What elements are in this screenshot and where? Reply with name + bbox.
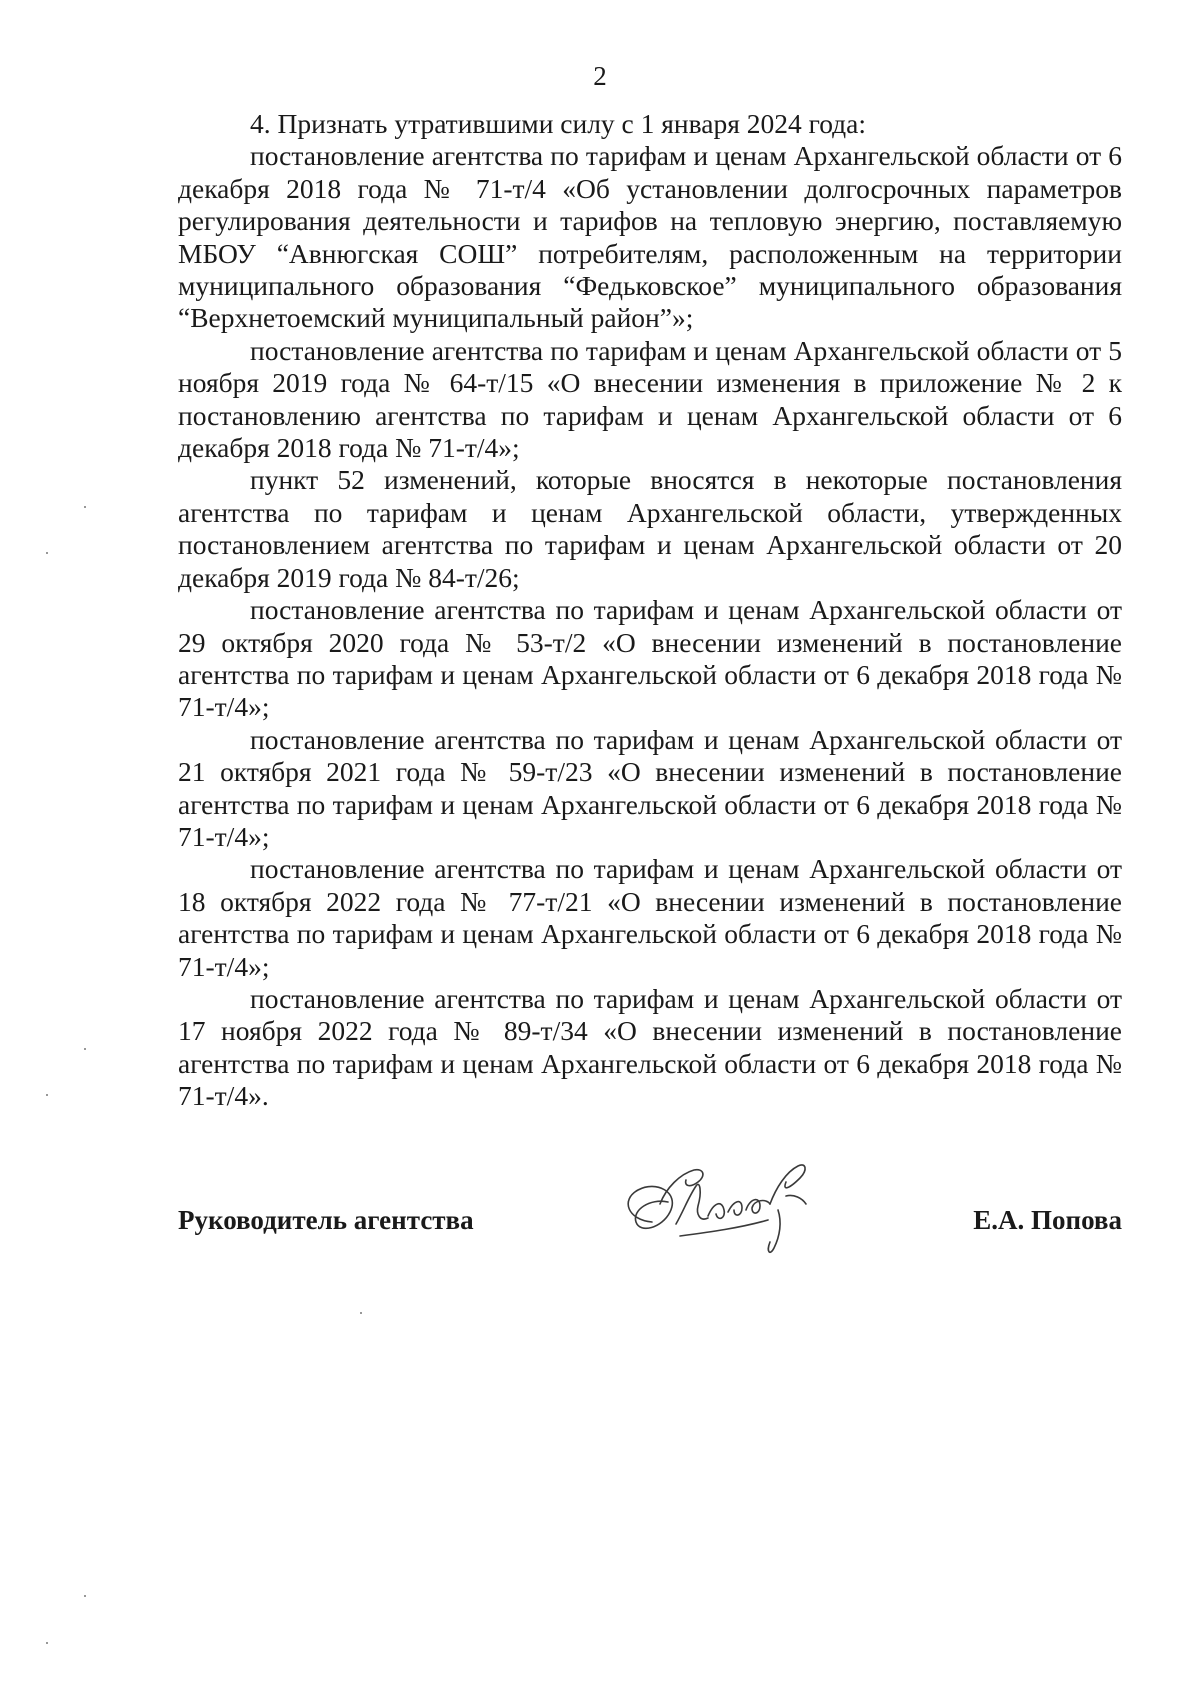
paragraph-item-8: постановление агентства по тарифам и ценам Архангельской области от 17 ноября 2022 года № 89-т/34 «О внесении изменений в постановление агентства по тарифам и ценам Архангельской области от 6 декабря 2018 года № 71-т/4». bbox=[178, 982, 1122, 1112]
paragraph-item-2: постановление агентства по тарифам и ценам Архангельской области от 6 декабря 2018 года № 71-т/4 «Об установлении долгосрочных параметров регулирования деятельности и тарифов на тепловую энергию, поставляемую МБОУ “Авнюгская СОШ” потребителям, расположенным на территории муниципального образования “Федьковское” муниципального образования “Верхнетоемский муниципальный район”»; bbox=[178, 140, 1122, 334]
signatory-title: Руководитель агентства bbox=[178, 1205, 474, 1235]
paragraph-item-3: постановление агентства по тарифам и ценам Архангельской области от 5 ноября 2019 года № 64-т/15 «О внесении изменения в приложение № 2 к постановлению агентства по тарифам и ценам Архангельской области от 6 декабря 2018 года № 71-т/4»; bbox=[178, 334, 1122, 464]
handwritten-signature-icon bbox=[610, 1152, 830, 1262]
page-number: 2 bbox=[593, 61, 607, 91]
document-body bbox=[178, 108, 1122, 1113]
paragraph-item-1: 4. Признать утратившими силу с 1 января 2024 года: bbox=[250, 108, 866, 139]
paragraph-item-4: пункт 52 изменений, которые вносятся в некоторые постановления агентства по тарифам и ценам Архангельской области, утвержденных постановлением агентства по тарифам и ценам Архангельской области от 20 декабря 2019 года № 84-т/26; bbox=[178, 464, 1122, 593]
signature-block bbox=[178, 1168, 1122, 1278]
signatory-name: Е.А. Попова bbox=[973, 1205, 1122, 1235]
scan-speck bbox=[84, 1595, 86, 1597]
paragraph-item-7: постановление агентства по тарифам и ценам Архангельской области от 18 октября 2022 года № 77-т/21 «О внесении изменений в постановление агентства по тарифам и ценам Архангельской области от 6 декабря 2018 года № 71-т/4»; bbox=[178, 853, 1122, 982]
scan-speck bbox=[84, 1048, 86, 1050]
paragraph-item-5: постановление агентства по тарифам и ценам Архангельской области от 29 октября 2020 года № 53-т/2 «О внесении изменений в постановление агентства по тарифам и ценам Архангельской области от 6 декабря 2018 года № 71-т/4»; bbox=[178, 594, 1122, 723]
scan-speck bbox=[46, 552, 48, 554]
scan-speck bbox=[46, 1642, 48, 1644]
scan-speck bbox=[360, 1312, 362, 1314]
scan-speck bbox=[84, 506, 86, 508]
scan-speck bbox=[46, 1094, 48, 1096]
paragraph-item-6: постановление агентства по тарифам и ценам Архангельской области от 21 октября 2021 года № 59-т/23 «О внесении изменений в постановление агентства по тарифам и ценам Архангельской области от 6 декабря 2018 года № 71-т/4»; bbox=[178, 723, 1122, 852]
